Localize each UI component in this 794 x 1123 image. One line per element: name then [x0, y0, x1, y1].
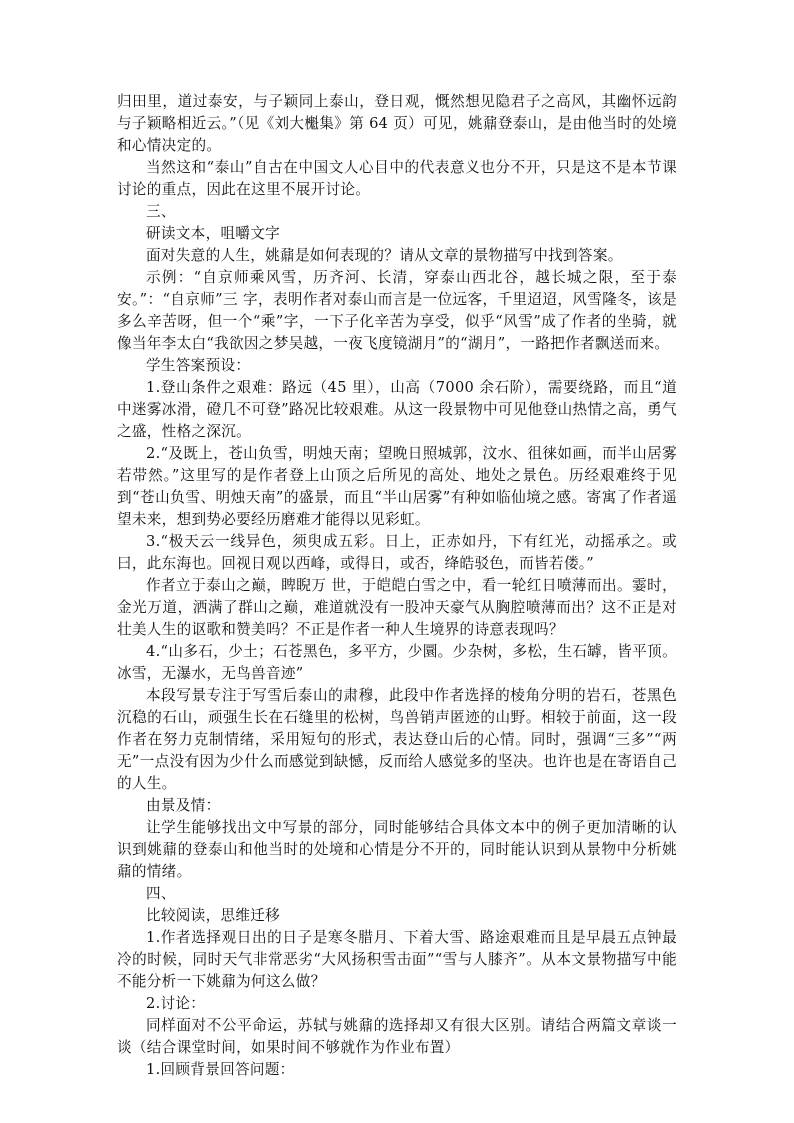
section-heading-compare: 比较阅读，思维迁移: [146, 907, 281, 924]
review-background-label: 1.回顾背景回答问题：: [146, 1061, 295, 1078]
scene-to-emotion-label: 由景及情：: [146, 797, 221, 814]
paragraph-taishan-meaning: 当然这和“泰山”自古在中国文人心目中的代表意义也分不开，只是这不是本节课讨论的重点，因此在这里不展开讨论。: [117, 159, 677, 198]
paragraph-background-quote: 归田里，道过泰安，与子颖同上泰山，登日观，慨然想见隐君子之高风，其幽怀远韵与子颖略相近云。”（见《刘大櫆集》第 64 页）可见，姚鼐登泰山，是由他当时的处境和心情决定的。: [117, 93, 677, 154]
answer-item-4: 4.“山多石，少土；石苍黑色，多平方，少圜。少杂树，多松，生石罅，皆平顶。冰雪，无瀑水，无鸟兽音迹”: [117, 643, 677, 682]
example-paragraph: 示例：“自京师乘风雪，历齐河、长清，穿泰山西北谷，越长城之限，至于泰安。”：“自京师”三 字，表明作者对泰山而言是一位远客，千里迢迢，风雪隆冬，该是多么辛苦呀，但一个“乘”字，一下子化辛苦为享受，似乎“风雪”成了作者的坐骑，就像当年李太白“我欲因之梦吴越，一夜飞度镜湖月”的“湖月”，一路把作者飘送而来。: [117, 269, 677, 352]
answer-item-3: 3.“极天云一线异色，须臾成五彩。日上，正赤如丹，下有红光，动摇承之。或曰，此东海也。回视日观以西峰，或得日，或否，绛皓驳色，而皆若偻。”: [117, 533, 677, 572]
discussion-paragraph: 同样面对不公平命运，苏轼与姚鼐的选择却又有很大区别。请结合两篇文章谈一谈（结合课堂时间，如果时间不够就作为作业布置）: [117, 1017, 677, 1056]
discussion-label: 2.讨论：: [146, 995, 206, 1012]
document-page: [117, 91, 677, 1081]
section-number-four: 四、: [146, 885, 176, 902]
answer-item-2: 2.“及既上，苍山负雪，明烛天南；望晚日照城郭，汶水、徂徕如画，而半山居雾若带然。”这里写的是作者登上山顶之后所见的高处、地处之景色。历经艰难终于见到“苍山负雪、明烛天南”的盛景，而且“半山居雾”有种如临仙境之感。寄寓了作者遥望未来，想到势必要经历磨难才能得以见彩虹。: [117, 445, 677, 528]
answer-item-1: 1.登山条件之艰难：路远（45 里），山高（7000 余石阶），需要绕路，而且“道中迷雾冰滑，磴几不可登”路况比较艰难。从这一段景物中可见他登山热情之高，勇气之盛，性格之深沉。: [117, 379, 677, 440]
compare-question-1: 1.作者选择观日出的日子是寒冬腊月、下着大雪、路途艰难而且是早晨五点钟最冷的时候，同时天气非常恶劣“大风扬积雪击面”“雪与人膝齐”。从本文景物描写中能不能分析一下姚鼐为何这么做？: [117, 929, 677, 990]
scene-to-emotion-paragraph: 让学生能够找出文中写景的部分，同时能够结合具体文本中的例子更加清晰的认识到姚鼐的登泰山和他当时的处境和心情是分不开的，同时能认识到从景物中分析姚鼐的情绪。: [117, 819, 677, 880]
section-number-three: 三、: [146, 203, 176, 220]
section-heading-study-text: 研读文本，咀嚼文字: [146, 225, 281, 242]
question-paragraph: 面对失意的人生，姚鼐是如何表现的？请从文章的景物描写中找到答案。: [146, 247, 623, 264]
student-answer-label: 学生答案预设：: [146, 357, 251, 374]
answer-item-4-analysis: 本段写景专注于写雪后泰山的肃穆，此段中作者选择的棱角分明的岩石，苍黑色沉稳的石山，顽强生长在石缝里的松树，鸟兽销声匿迹的山野。相较于前面，这一段作者在努力克制情绪，采用短句的形式，表达登山后的心情。同时，强调“三多”“两无”一点没有因为少什么而感觉到缺憾，反而给人感觉多的坚决。也许也是在寄语自己的人生。: [117, 687, 677, 792]
answer-item-3-analysis: 作者立于泰山之巅，睥睨万 世，于皑皑白雪之中，看一轮红日喷薄而出。霎时，金光万道，洒满了群山之巅，难道就没有一股冲天豪气从胸腔喷薄而出？这不正是对壮美人生的讴歌和赞美吗？不正是作者一种人生境界的诗意表现吗？: [117, 577, 677, 638]
